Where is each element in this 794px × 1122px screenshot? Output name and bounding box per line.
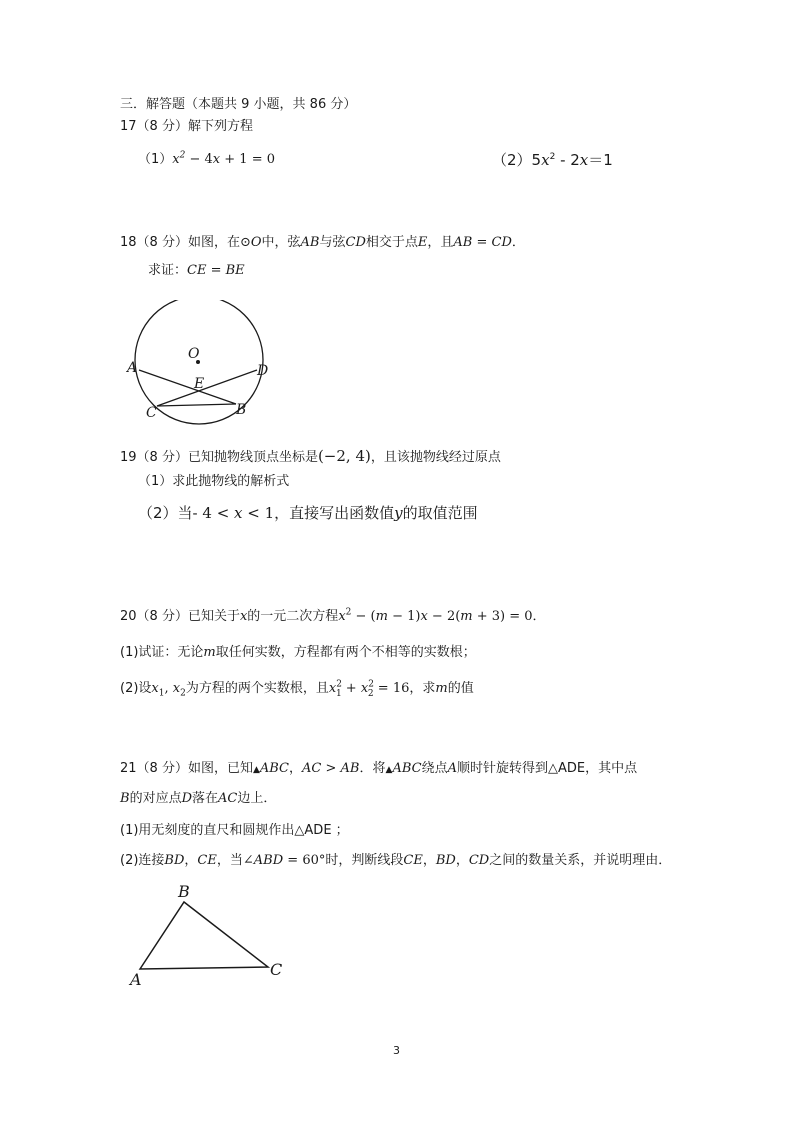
q17-equation-2: $5x^2 - 2x=1$ <box>531 151 613 169</box>
q21-stem-text: 21（8 分）如图，已知 <box>120 761 253 776</box>
q17-equation-1: $x^2 - 4x + 1 = 0$ <box>172 150 275 167</box>
q20-stem-text: 的一元二次方程 <box>247 609 339 624</box>
q20-part2-text: ，求 <box>409 681 436 696</box>
label-d: D <box>257 363 269 379</box>
q17-stem: 17（8 分）解下列方程 <box>120 119 253 134</box>
q21-stem-text: ．将 <box>359 761 386 776</box>
q18-prove-label: 求证： <box>148 263 188 278</box>
q19-part2-text: 的取值范围 <box>402 504 478 522</box>
q19-stem-text: 19（8 分）已知抛物线顶点坐标是 <box>120 450 318 465</box>
q21-stem-text: 落在 <box>192 791 219 806</box>
q17-part2 <box>492 151 613 169</box>
q18-stem-text: 相交于点 <box>365 235 418 250</box>
chord-cd <box>157 370 257 406</box>
q21-part2-text: (2)连接 <box>120 853 165 868</box>
q19-part1: （1）求此抛物线的解析式 <box>138 474 290 489</box>
q20-part2-text: 为方程的两个实数根，且 <box>185 681 329 696</box>
q21-stem-text: 顺时针旋转得到△ADE，其中点 <box>456 761 638 776</box>
q20-part1-text: (1)试证：无论 <box>120 645 204 660</box>
q21-triangle-figure <box>120 875 300 993</box>
q21-part2-text: ，当 <box>216 853 243 868</box>
q21-stem-text: ， <box>289 761 303 776</box>
q17-part1 <box>138 151 275 169</box>
q20-part2-text: (2)设 <box>120 681 152 696</box>
q21-part1: (1)用无刻度的直尺和圆规作出△ADE ； <box>120 823 349 838</box>
q18-circle-figure <box>120 300 280 428</box>
q18-prove: 求证：CE = BE <box>148 263 245 278</box>
q20-part2-text: 的值 <box>447 681 474 696</box>
q17-part1-label: （1） <box>138 152 173 167</box>
q17-part2-label: （2） <box>492 151 532 169</box>
q21-stem-text: 边上． <box>237 791 277 806</box>
q19-part2-text: （2）当 <box>138 504 193 522</box>
triangle-abc <box>140 902 268 969</box>
q18-stem-text: 与弦 <box>319 235 346 250</box>
q18-stem: 18（8 分）如图，在⊙O中，弦AB与弦CD相交于点E，且AB = CD． <box>120 235 525 250</box>
label-a: A <box>130 970 142 989</box>
q19-stem-text: ，且该抛物线经过原点 <box>370 450 501 465</box>
q19-part2: （2）当- 4 < x < 1，直接写出函数值y的取值范围 <box>138 504 478 522</box>
section-heading: 三．解答题（本题共 9 小题，共 86 分） <box>120 97 357 112</box>
q20-part1: (1)试证：无论m取任何实数，方程都有两个不相等的实数根； <box>120 645 476 660</box>
q19-part2-text: ，直接写出函数值 <box>274 504 395 522</box>
chord-ab <box>139 370 236 404</box>
q20-part1-text: 取任何实数，方程都有两个不相等的实数根； <box>215 645 476 660</box>
label-c: C <box>146 405 157 421</box>
q21-part2-text: 时，判断线段 <box>325 853 404 868</box>
q21-stem-text: 绕点 <box>421 761 448 776</box>
label-a: A <box>127 360 138 376</box>
q21-stem-text: 的对应点 <box>129 791 182 806</box>
q21-stem: 21（8 分）如图，已知▲ABC，AC > AB．将▲ABC绕点A顺时针旋转得到△ADE，其中点 <box>120 761 638 776</box>
segment-cb <box>157 404 236 406</box>
q18-stem-text: ，且 <box>427 235 454 250</box>
label-e: E <box>194 376 205 392</box>
q21-part2-text: 之间的数量关系，并说明理由． <box>489 853 672 868</box>
q21-part2: (2)连接BD，CE，当∠ABD = 60°时，判断线段CE，BD，CD之间的数量关系，并说明理由． <box>120 853 672 868</box>
label-o: O <box>188 346 200 362</box>
page-number: 3 <box>393 1044 400 1057</box>
q20-stem-text: 20（8 分）已知关于 <box>120 609 240 624</box>
q19-stem: 19（8 分）已知抛物线顶点坐标是(−2, 4)，且该抛物线经过原点 <box>120 447 501 465</box>
label-b: B <box>178 882 190 901</box>
label-b: B <box>236 402 247 418</box>
q21-stem-line2: B的对应点D落在AC边上． <box>120 791 277 806</box>
q18-stem-text: 18（8 分）如图，在 <box>120 235 240 250</box>
q18-stem-text: 中，弦 <box>261 235 301 250</box>
q20-stem: 20（8 分）已知关于x的一元二次方程$x^2 - (m - 1)x - 2(m + 3) = 0$． <box>120 607 546 624</box>
q20-part2: (2)设$x_1$, $x_2$为方程的两个实数根，且$x^2_1 + x^2_2 = 16$，求m的值 <box>120 679 474 699</box>
label-c: C <box>270 960 283 979</box>
